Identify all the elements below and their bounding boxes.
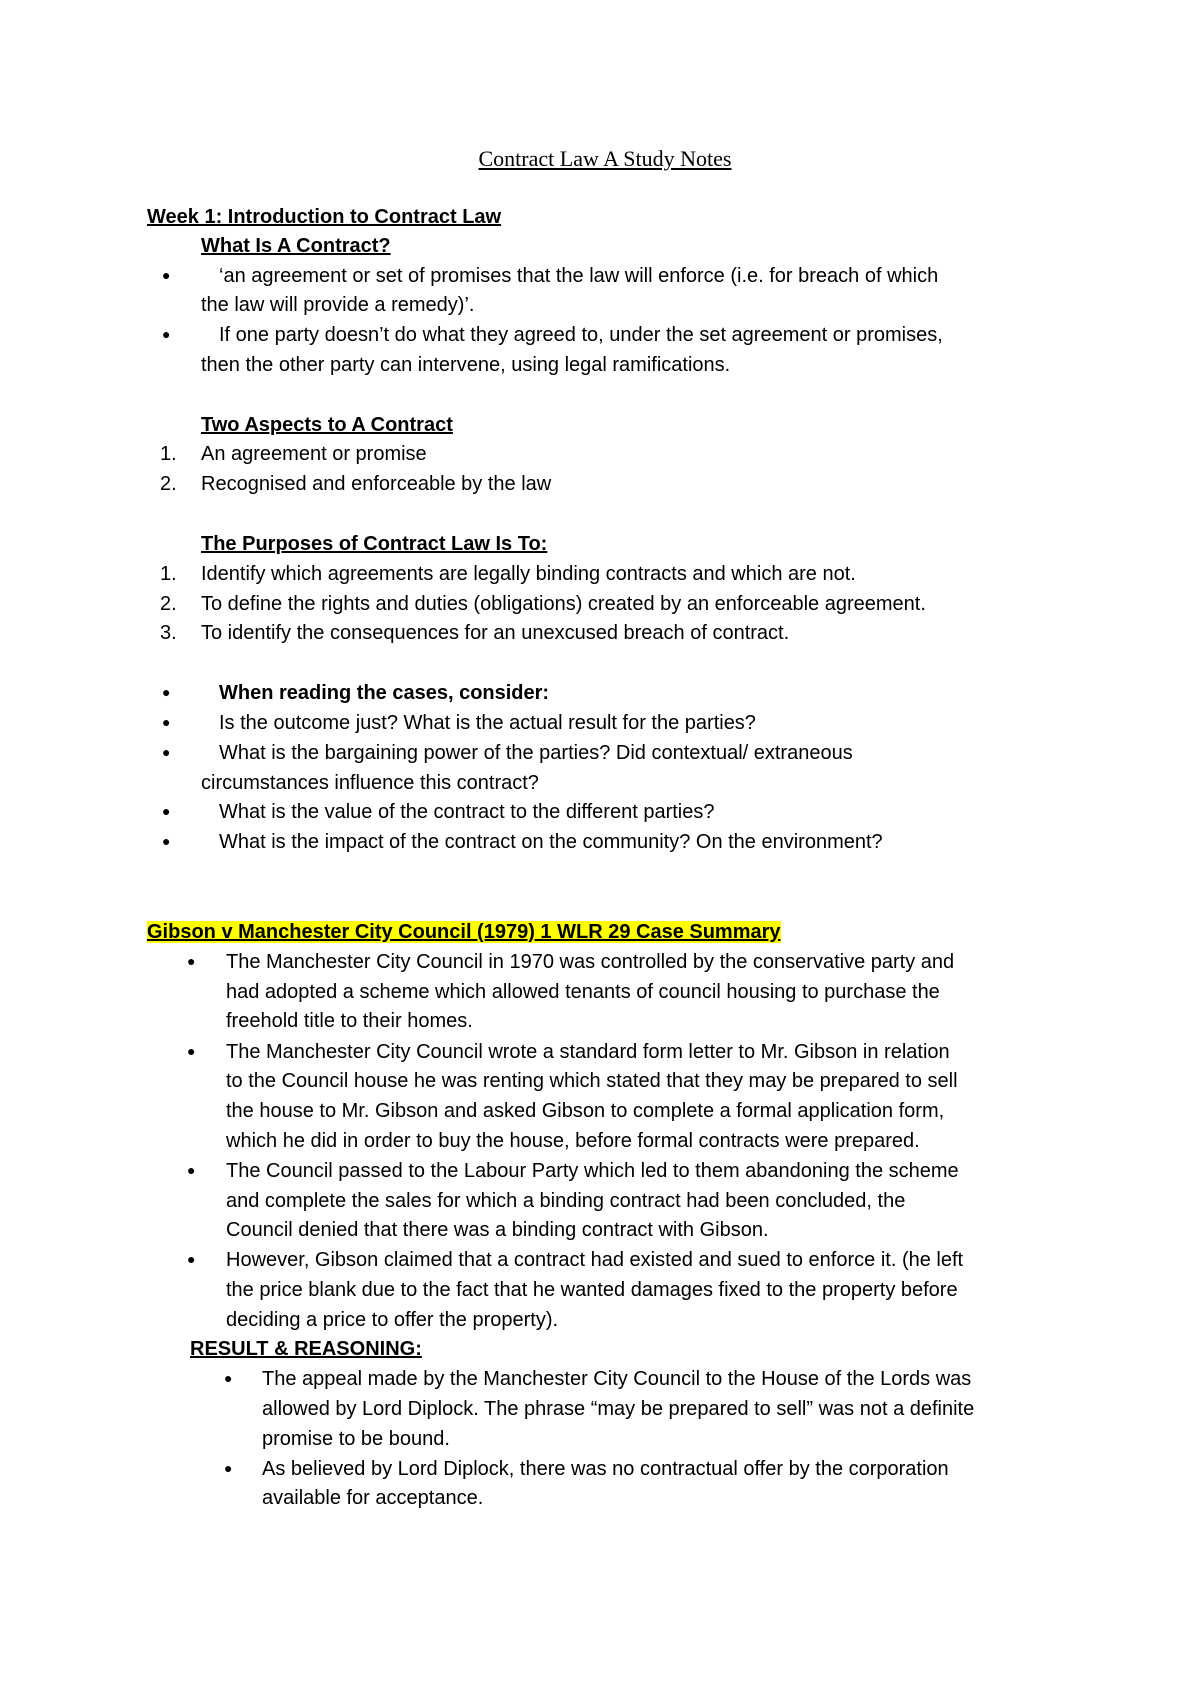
section-heading-two-aspects: Two Aspects to A Contract (201, 414, 453, 436)
bullet-icon: ● (187, 1251, 196, 1267)
consider-heading: When reading the cases, consider: (219, 682, 550, 704)
list-number: 2. (160, 593, 177, 615)
list-number: 3. (160, 622, 177, 644)
numbered-item: Identify which agreements are legally binding contracts and which are not. (201, 563, 856, 585)
list-item-line: Council denied that there was a binding contract with Gibson. (226, 1219, 769, 1241)
list-item-line: then the other party can intervene, using legal ramifications. (201, 354, 731, 376)
list-number: 2. (160, 473, 177, 495)
list-item-line: the law will provide a remedy)’. (201, 294, 475, 316)
list-number: 1. (160, 443, 177, 465)
list-item-line: What is the value of the contract to the different parties? (219, 801, 715, 823)
list-item-line: the house to Mr. Gibson and asked Gibson to complete a formal application form, (226, 1100, 945, 1122)
list-item-line: The Council passed to the Labour Party which led to them abandoning the scheme (226, 1160, 959, 1182)
bullet-icon: ● (162, 714, 171, 730)
numbered-item: Recognised and enforceable by the law (201, 473, 552, 495)
bullet-icon: ● (187, 1162, 196, 1178)
list-item-line: However, Gibson claimed that a contract had existed and sued to enforce it. (he left (226, 1249, 964, 1271)
list-item-line: Is the outcome just? What is the actual result for the parties? (219, 712, 756, 734)
list-item-line: and complete the sales for which a binding contract had been concluded, the (226, 1190, 906, 1212)
bullet-icon: ● (224, 1460, 233, 1476)
list-item-line: available for acceptance. (262, 1487, 484, 1509)
list-item-line: promise to be bound. (262, 1428, 450, 1450)
bullet-icon: ● (162, 744, 171, 760)
bullet-icon: ● (162, 684, 171, 700)
bullet-icon: ● (162, 833, 171, 849)
bullet-icon: ● (224, 1370, 233, 1386)
list-item-line: circumstances influence this contract? (201, 772, 539, 794)
week-heading: Week 1: Introduction to Contract Law (147, 206, 502, 228)
section-heading-purposes: The Purposes of Contract Law Is To: (201, 533, 548, 555)
list-item-line: the price blank due to the fact that he wanted damages fixed to the property before (226, 1279, 958, 1301)
case-heading-text: Gibson v Manchester City Council (1979) 1 WLR 29 Case Summary (147, 921, 781, 943)
bullet-icon: ● (162, 267, 171, 283)
list-item-line: The Manchester City Council in 1970 was controlled by the conservative party and (226, 951, 955, 973)
document-title: Contract Law A Study Notes (478, 146, 732, 171)
list-item-line: freehold title to their homes. (226, 1010, 473, 1032)
list-number: 1. (160, 563, 177, 585)
section-heading-what-is-contract: What Is A Contract? (201, 235, 391, 257)
list-item-line: The appeal made by the Manchester City Council to the House of the Lords was (262, 1368, 972, 1390)
list-item-line: As believed by Lord Diplock, there was no contractual offer by the corporation (262, 1458, 949, 1480)
list-item-line: What is the impact of the contract on the community? On the environment? (219, 831, 883, 853)
result-heading: RESULT & REASONING: (190, 1338, 422, 1360)
case-heading (147, 920, 781, 944)
bullet-icon: ● (187, 1043, 196, 1059)
bullet-icon: ● (162, 803, 171, 819)
list-item-line: What is the bargaining power of the parties? Did contextual/ extraneous (219, 742, 853, 764)
list-item-line: The Manchester City Council wrote a standard form letter to Mr. Gibson in relation (226, 1041, 950, 1063)
list-item-line: allowed by Lord Diplock. The phrase “may be prepared to sell” was not a definite (262, 1398, 975, 1420)
numbered-item: An agreement or promise (201, 443, 427, 465)
list-item-line: to the Council house he was renting which stated that they may be prepared to sell (226, 1070, 958, 1092)
numbered-item: To define the rights and duties (obligations) created by an enforceable agreement. (201, 593, 926, 615)
list-item-line: which he did in order to buy the house, before formal contracts were prepared. (226, 1130, 920, 1152)
bullet-icon: ● (187, 953, 196, 969)
list-item-line: ‘an agreement or set of promises that the law will enforce (i.e. for breach of which (219, 265, 939, 287)
list-item-line: had adopted a scheme which allowed tenants of council housing to purchase the (226, 981, 940, 1003)
numbered-item: To identify the consequences for an unexcused breach of contract. (201, 622, 790, 644)
list-item-line: deciding a price to offer the property). (226, 1309, 559, 1331)
bullet-icon: ● (162, 326, 171, 342)
list-item-line: If one party doesn’t do what they agreed to, under the set agreement or promises, (219, 324, 943, 346)
